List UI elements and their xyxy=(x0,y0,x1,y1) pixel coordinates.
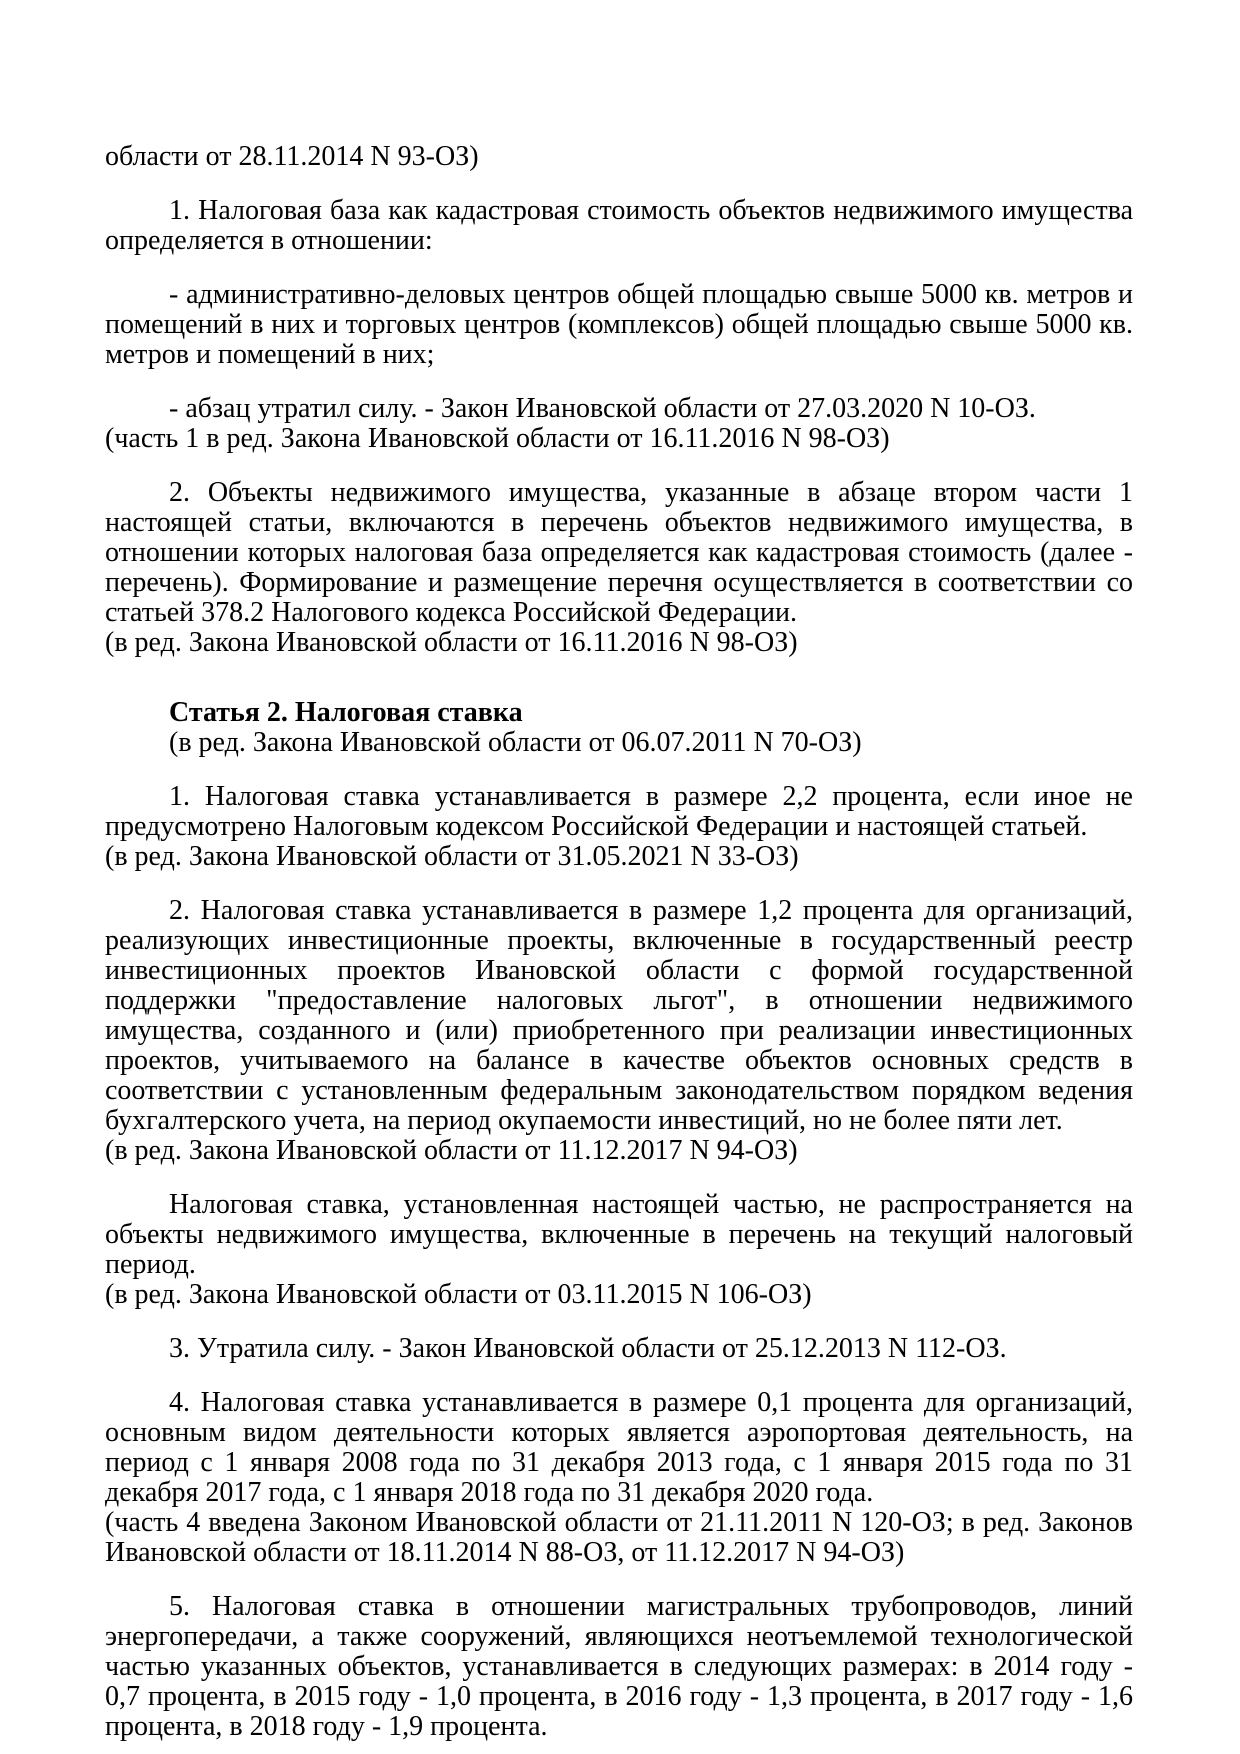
article2-heading-edit-note: (в ред. Закона Ивановской области от 06.07.2011 N 70-ОЗ) xyxy=(169,727,862,758)
edit-note-article2-part1: (в ред. Закона Ивановской области от 31.05.2021 N 33-ОЗ) xyxy=(105,841,799,872)
article2-part2-block xyxy=(105,896,1133,1166)
edit-note-part1: (часть 1 в ред. Закона Ивановской области от 16.11.2016 N 98-ОЗ) xyxy=(105,423,890,454)
article1-lapsed-paragraph-block xyxy=(105,394,1133,454)
article1-part1-block xyxy=(105,196,1133,256)
article2-heading-block xyxy=(105,698,1133,758)
edit-note-article2-part4: (часть 4 введена Законом Ивановской области от 21.11.2011 N 120-ОЗ; в ред. Законов Ивановской области от 18.11.2014 N 88-ОЗ, от 11.12.2017 N 94-ОЗ) xyxy=(105,1507,1133,1568)
article2-part2-addendum-block xyxy=(105,1190,1133,1310)
continuation-block xyxy=(105,142,1133,172)
article2-part5-paragraph: 5. Налоговая ставка в отношении магистральных трубопроводов, линий энергопередачи, а также сооружений, являющихся неотъемлемой технологической частью указанных объектов, устанавливается в следующих размерах: в 2014 году - 0,7 процента, в 2015 году - 1,0 процента, в 2016 году - 1,3 процента, в 2017 году - 1,6 процента, в 2018 году - 1,9 процента. xyxy=(105,1591,1133,1742)
article2-heading: Статья 2. Налоговая ставка xyxy=(169,697,523,728)
article1-admin-centers-block xyxy=(105,280,1133,370)
edit-note-article2-part2-addendum: (в ред. Закона Ивановской области от 03.11.2015 N 106-ОЗ) xyxy=(105,1279,812,1310)
lapsed-paragraph: - абзац утратил силу. - Закон Ивановской области от 27.03.2020 N 10-ОЗ. xyxy=(169,393,1036,424)
article1-part2-paragraph: 2. Объекты недвижимого имущества, указанные в абзаце втором части 1 настоящей статьи, включаются в перечень объектов недвижимого имущества, в отношении которых налоговая база определяется как кадастровая стоимость (далее - перечень). Формирование и размещение перечня осуществляется в соответствии со статьей 378.2 Налогового кодекса Российской Федерации. xyxy=(105,477,1133,628)
edit-note-article1-part2: (в ред. Закона Ивановской области от 16.11.2016 N 98-ОЗ) xyxy=(105,627,798,658)
article2-part1-block xyxy=(105,782,1133,872)
article2-part2-addendum-paragraph: Налоговая ставка, установленная настоящей частью, не распространяется на объекты недвижимого имущества, включенные в перечень на текущий налоговый период. xyxy=(105,1189,1133,1280)
article2-part4-paragraph: 4. Налоговая ставка устанавливается в размере 0,1 процента для организаций, основным видом деятельности которых является аэропортовая деятельность, на период с 1 января 2008 года по 31 декабря 2013 года, с 1 января 2015 года по 31 декабря 2017 года, с 1 января 2018 года по 31 декабря 2020 года. xyxy=(105,1387,1133,1508)
article2-part3-block xyxy=(105,1334,1133,1364)
article2-part3-paragraph: 3. Утратила силу. - Закон Ивановской области от 25.12.2013 N 112-ОЗ. xyxy=(169,1333,1007,1364)
article1-part2-block xyxy=(105,478,1133,658)
article2-part2-paragraph: 2. Налоговая ставка устанавливается в размере 1,2 процента для организаций, реализующих инвестиционные проекты, включенные в государственный реестр инвестиционных проектов Ивановской области с формой государственной поддержки "предоставление налоговых льгот", в отношении недвижимого имущества, созданного и (или) приобретенного при реализации инвестиционных проектов, учитываемого на балансе в качестве объектов основных средств в соответствии с установленным федеральным законодательством порядком ведения бухгалтерского учета, на период окупаемости инвестиций, но не более пяти лет. xyxy=(105,895,1133,1136)
admin-centers-item-paragraph: - административно-деловых центров общей площадью свыше 5000 кв. метров и помещений в них и торговых центров (комплексов) общей площадью свыше 5000 кв. метров и помещений в них; xyxy=(105,279,1133,370)
edit-note-article2-part2: (в ред. Закона Ивановской области от 11.12.2017 N 94-ОЗ) xyxy=(105,1135,798,1166)
article2-part4-block xyxy=(105,1388,1133,1568)
article2-part1-paragraph: 1. Налоговая ставка устанавливается в размере 2,2 процента, если иное не предусмотрено Налоговым кодексом Российской Федерации и настоящей статьей. xyxy=(105,781,1133,842)
continuation-line: области от 28.11.2014 N 93-ОЗ) xyxy=(105,141,479,172)
article2-part5-block xyxy=(105,1592,1133,1742)
article1-part1-paragraph: 1. Налоговая база как кадастровая стоимость объектов недвижимого имущества определяется в отношении: xyxy=(105,195,1133,256)
